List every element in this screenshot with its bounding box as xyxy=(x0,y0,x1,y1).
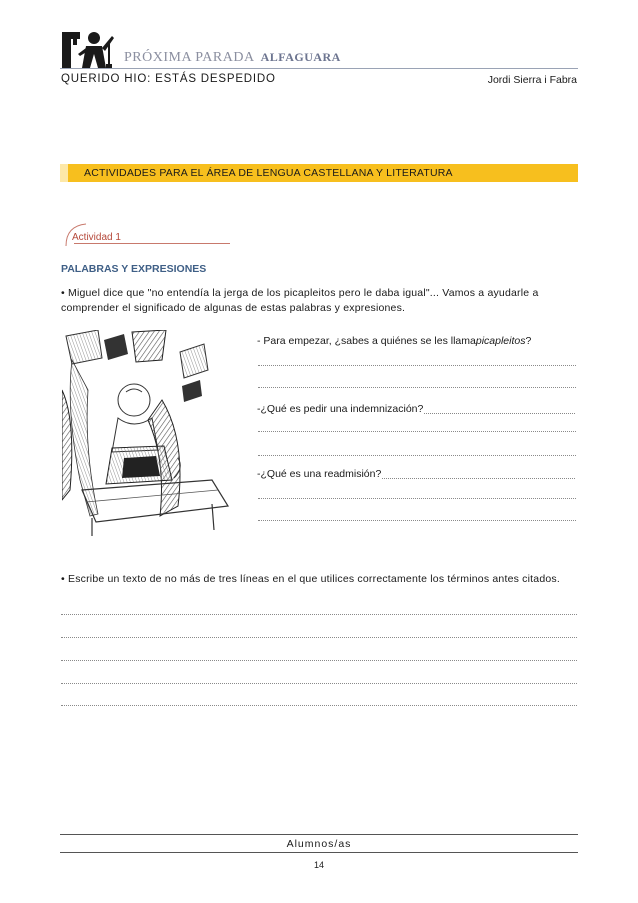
answer-line[interactable] xyxy=(258,431,576,432)
brand-main: PRÓXIMA PARADA xyxy=(124,50,255,65)
brand-name xyxy=(124,50,341,66)
question-1-term: picapleitos xyxy=(475,335,526,347)
banner-accent xyxy=(60,164,68,182)
book-title: QUERIDO HIO: ESTÁS DESPEDIDO xyxy=(61,73,276,85)
page-number: 14 xyxy=(313,860,324,870)
answer-line[interactable] xyxy=(382,468,575,479)
footer-divider-bottom xyxy=(60,852,578,853)
answer-line[interactable] xyxy=(258,498,576,499)
activity-label: Actividad 1 xyxy=(72,232,121,243)
writing-line[interactable] xyxy=(61,614,577,615)
office-illustration xyxy=(62,330,232,536)
question-3-text: -¿Qué es una readmisión? xyxy=(257,468,382,480)
question-1-prefix: - Para empezar, ¿sabes a quiénes se les llama xyxy=(257,335,476,347)
writing-line[interactable] xyxy=(61,637,577,638)
writing-prompt: • Escribe un texto de no más de tres líneas en el que utilices correctamente los términos antes citados. xyxy=(61,573,560,585)
writing-line[interactable] xyxy=(61,705,577,706)
publisher-logo xyxy=(60,24,120,70)
author-name: Jordi Sierra i Fabra xyxy=(487,74,577,86)
answer-line[interactable] xyxy=(258,520,576,521)
activity-underline xyxy=(74,243,230,244)
footer-divider-top xyxy=(60,834,578,835)
question-indemnizacion xyxy=(257,403,575,415)
question-1-suffix: ? xyxy=(525,335,532,347)
footer-audience: Alumnos/as xyxy=(286,838,352,850)
answer-line[interactable] xyxy=(258,455,576,456)
answer-line[interactable] xyxy=(258,387,576,388)
activities-banner xyxy=(60,164,578,182)
question-2-text: -¿Qué es pedir una indemnización? xyxy=(257,403,424,415)
section-title: PALABRAS Y EXPRESIONES xyxy=(61,263,207,275)
question-picapleitos xyxy=(257,335,575,347)
writing-line[interactable] xyxy=(61,683,577,684)
answer-line[interactable] xyxy=(424,403,575,414)
brand-sub: ALFAGUARA xyxy=(260,50,341,64)
intro-paragraph: • Miguel dice que "no entendía la jerga de los picapleitos pero le daba igual"... Vamos a ayudarle a comprender el significado de algunas de estas palabras y expresiones. xyxy=(61,287,539,314)
writing-line[interactable] xyxy=(61,660,577,661)
banner-title: ACTIVIDADES PARA EL ÁREA DE LENGUA CASTELLANA Y LITERATURA xyxy=(84,167,453,179)
question-readmision xyxy=(257,468,575,480)
answer-line[interactable] xyxy=(258,365,576,366)
header-divider xyxy=(60,68,578,69)
